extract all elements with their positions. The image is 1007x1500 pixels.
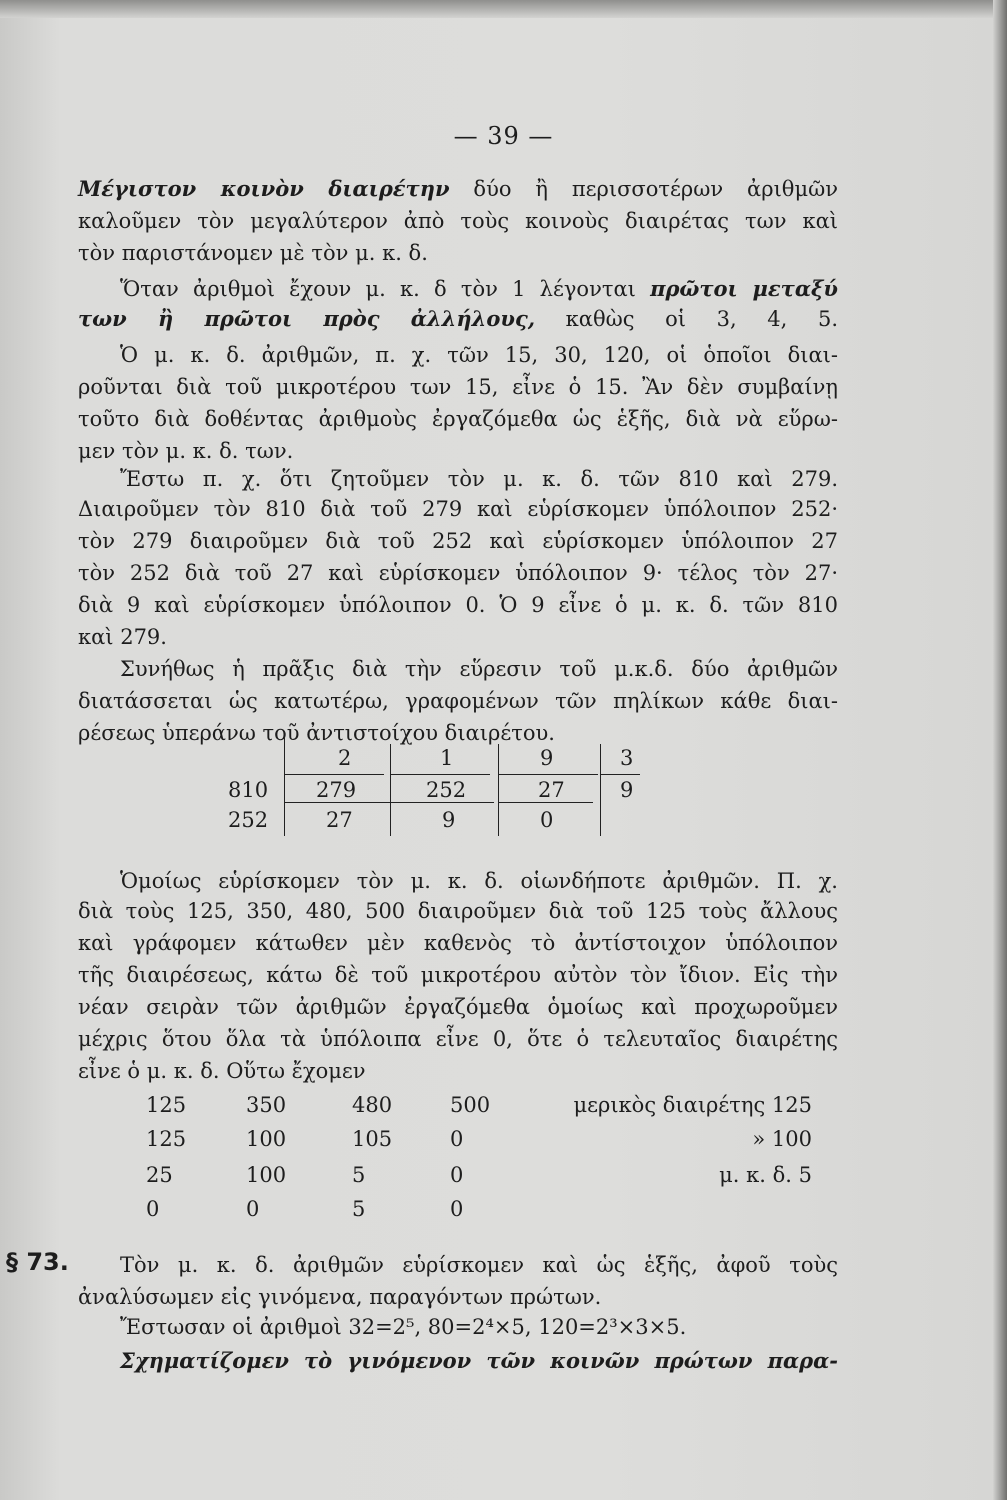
- table-cell: 25: [146, 1163, 173, 1187]
- line-text: καὶ 279.: [78, 625, 167, 649]
- italic-term: των ἢ πρῶτοι πρὸς ἀλλήλους,: [78, 306, 536, 331]
- table-cell: 5: [352, 1197, 366, 1221]
- line-text: διὰ 9 καὶ εὑρίσκομεν ὑπόλοιπον 0. Ὁ 9 εἶνε ὁ μ. κ. δ. τῶν 810: [78, 593, 838, 617]
- quotient: 2: [338, 746, 352, 770]
- text-line: [78, 238, 838, 268]
- line-text: Ὅταν ἀριθμοὶ ἔχουν μ. κ. δ τὸν 1 λέγονται: [120, 277, 651, 301]
- text-line: [120, 1346, 838, 1376]
- line-text: τὸν 252 διὰ τοῦ 27 καὶ εὑρίσκομεν ὑπόλοιπον 9· τέλος τὸν 27·: [78, 561, 838, 585]
- line-text: νέαν σειρὰν τῶν ἀριθμῶν ἐργαζόμεθα ὁμοίως καὶ προχωροῦμεν: [78, 995, 838, 1019]
- row-label: 252: [228, 808, 269, 832]
- line-text: τὸν 279 διαιροῦμεν διὰ τοῦ 252 καὶ εὑρίσκομεν ὑπόλοιπον 27: [78, 529, 838, 553]
- text-line: [120, 464, 838, 494]
- line-text: εἶνε ὁ μ. κ. δ. Οὕτω ἔχομεν: [78, 1059, 366, 1083]
- text-line: [120, 654, 838, 684]
- italic-term: Σχηματίζομεν τὸ γινόμενον τῶν κοινῶν πρώτων παρα-: [120, 1348, 838, 1373]
- line-text: καλοῦμεν τὸν μεγαλύτερον ἀπὸ τοὺς κοινοὺς διαιρέτας των καὶ: [78, 209, 838, 233]
- text-line: [120, 340, 838, 370]
- text-line: [78, 372, 838, 402]
- text-line: [78, 686, 838, 716]
- table-cell: 100: [246, 1163, 287, 1187]
- divisor: 279: [316, 778, 357, 802]
- table-cell: 100: [246, 1127, 287, 1151]
- text-line: [78, 494, 838, 524]
- text-line: [78, 992, 838, 1022]
- page-number: — 39 —: [453, 122, 554, 150]
- table-cell: 350: [246, 1093, 287, 1117]
- remainder: 9: [442, 808, 456, 832]
- line-text: ἀναλύσωμεν εἰς γινόμενα, παραγόντων πρώτων.: [78, 1285, 602, 1309]
- table-cell: 0: [450, 1197, 464, 1221]
- text-line: [120, 1312, 838, 1342]
- text-line: [78, 206, 838, 236]
- line-text: Ἔστω π. χ. ὅτι ζητοῦμεν τὸν μ. κ. δ. τῶν 810 καὶ 279.: [120, 467, 838, 491]
- line-text: τῆς διαιρέσεως, κάτω δὲ τοῦ μικροτέρου αὐτὸν τὸν ἴδιον. Εἰς τὴν: [78, 963, 838, 987]
- quotient: 9: [540, 746, 554, 770]
- line-text: Τὸν μ. κ. δ. ἀριθμῶν εὑρίσκομεν καὶ ὡς ἑξῆς, ἀφοῦ τοὺς: [120, 1253, 838, 1277]
- text-line: [78, 558, 838, 588]
- divisor: 252: [426, 778, 467, 802]
- text-line: [78, 928, 838, 958]
- remainder: 27: [326, 808, 353, 832]
- table-cell: 125: [146, 1127, 187, 1151]
- line-text: Ὁ μ. κ. δ. ἀριθμῶν, π. χ. τῶν 15, 30, 120, οἱ ὁποῖοι διαι-: [120, 343, 838, 367]
- text-line: [78, 622, 838, 652]
- table-cell: 125: [146, 1093, 187, 1117]
- table-cell: 0: [450, 1127, 464, 1151]
- table-cell: 0: [146, 1197, 160, 1221]
- text-line: [120, 866, 838, 896]
- text-line: [78, 174, 838, 204]
- line-text: καθὼς οἱ 3, 4, 5.: [535, 307, 838, 331]
- text-line: [78, 960, 838, 990]
- line-text: δύο ἢ περισσοτέρων ἀριθμῶν: [449, 177, 838, 201]
- text-line: [78, 1056, 838, 1086]
- text-line: [78, 590, 838, 620]
- line-text: καὶ γράφομεν κάτωθεν μὲν καθενὸς τὸ ἀντίστοιχον ὑπόλοιπον: [78, 931, 838, 955]
- text-line: [78, 1282, 838, 1312]
- line-text: ροῦνται διὰ τοῦ μικροτέρου των 15, εἶνε ὁ 15. Ἂν δὲν συμβαίνῃ: [78, 375, 838, 399]
- division-table: [228, 738, 648, 848]
- table-cell: 5: [352, 1163, 366, 1187]
- section-label: § 73.: [6, 1248, 69, 1276]
- line-text: ρέσεως ὑπεράνω τοῦ ἀντιστοίχου διαιρέτου.: [78, 721, 555, 745]
- line-text: διατάσσεται ὡς κατωτέρω, γραφομένων τῶν πηλίκων κάθε διαι-: [78, 689, 838, 713]
- line-text: τοῦτο διὰ δοθέντας ἀριθμοὺς ἐργαζόμεθα ὡς ἑξῆς, διὰ νὰ εὕρω-: [78, 407, 838, 431]
- italic-term: πρῶτοι μεταξύ: [650, 276, 838, 301]
- divisor: 27: [538, 778, 565, 802]
- text-line: [120, 1250, 838, 1280]
- divisor-note: » 100: [752, 1127, 812, 1151]
- text-line: [78, 436, 838, 466]
- row-label: 810: [228, 778, 269, 802]
- quotient: 1: [440, 746, 454, 770]
- page-right-edge: [993, 0, 1007, 1500]
- table-cell: 480: [352, 1093, 393, 1117]
- table-cell: 0: [246, 1197, 260, 1221]
- line-text: Ὁμοίως εὑρίσκομεν τὸν μ. κ. δ. οἱωνδήποτε ἀριθμῶν. Π. χ.: [120, 869, 838, 893]
- text-line: [120, 274, 838, 304]
- line-text: Συνήθως ἡ πρᾶξις διὰ τὴν εὕρεσιν τοῦ μ.κ.δ. δύο ἀριθμῶν: [120, 657, 838, 681]
- page-top-edge: [0, 0, 1007, 18]
- text-line: [78, 1024, 838, 1054]
- table-cell: 105: [352, 1127, 393, 1151]
- text-line: [78, 404, 838, 434]
- text-line: [78, 304, 838, 334]
- line-text: μεν τὸν μ. κ. δ. των.: [78, 439, 294, 463]
- divisor-note: μερικὸς διαιρέτης 125: [573, 1093, 812, 1117]
- text-line: [78, 526, 838, 556]
- line-text: τὸν παριστάνομεν μὲ τὸν μ. κ. δ.: [78, 241, 428, 265]
- italic-term: Μέγιστον κοινὸν διαιρέτην: [78, 176, 450, 201]
- line-text: μέχρις ὅτου ὅλα τὰ ὑπόλοιπα εἶνε 0, ὅτε ὁ τελευταῖος διαιρέτης: [78, 1027, 838, 1051]
- divisor: 9: [620, 778, 634, 802]
- text-line: [78, 896, 838, 926]
- quotient: 3: [620, 746, 634, 770]
- line-text: Διαιροῦμεν τὸν 810 διὰ τοῦ 279 καὶ εὑρίσκομεν ὑπόλοιπον 252·: [78, 497, 838, 521]
- remainder: 0: [540, 808, 554, 832]
- line-text: Ἔστωσαν οἱ ἀριθμοὶ 32=2⁵, 80=2⁴×5, 120=2³×3×5.: [120, 1315, 687, 1339]
- table-cell: 0: [450, 1163, 464, 1187]
- divisor-note: μ. κ. δ. 5: [719, 1163, 812, 1187]
- table-cell: 500: [450, 1093, 491, 1117]
- line-text: διὰ τοὺς 125, 350, 480, 500 διαιροῦμεν διὰ τοῦ 125 τοὺς ἄλλους: [78, 899, 838, 923]
